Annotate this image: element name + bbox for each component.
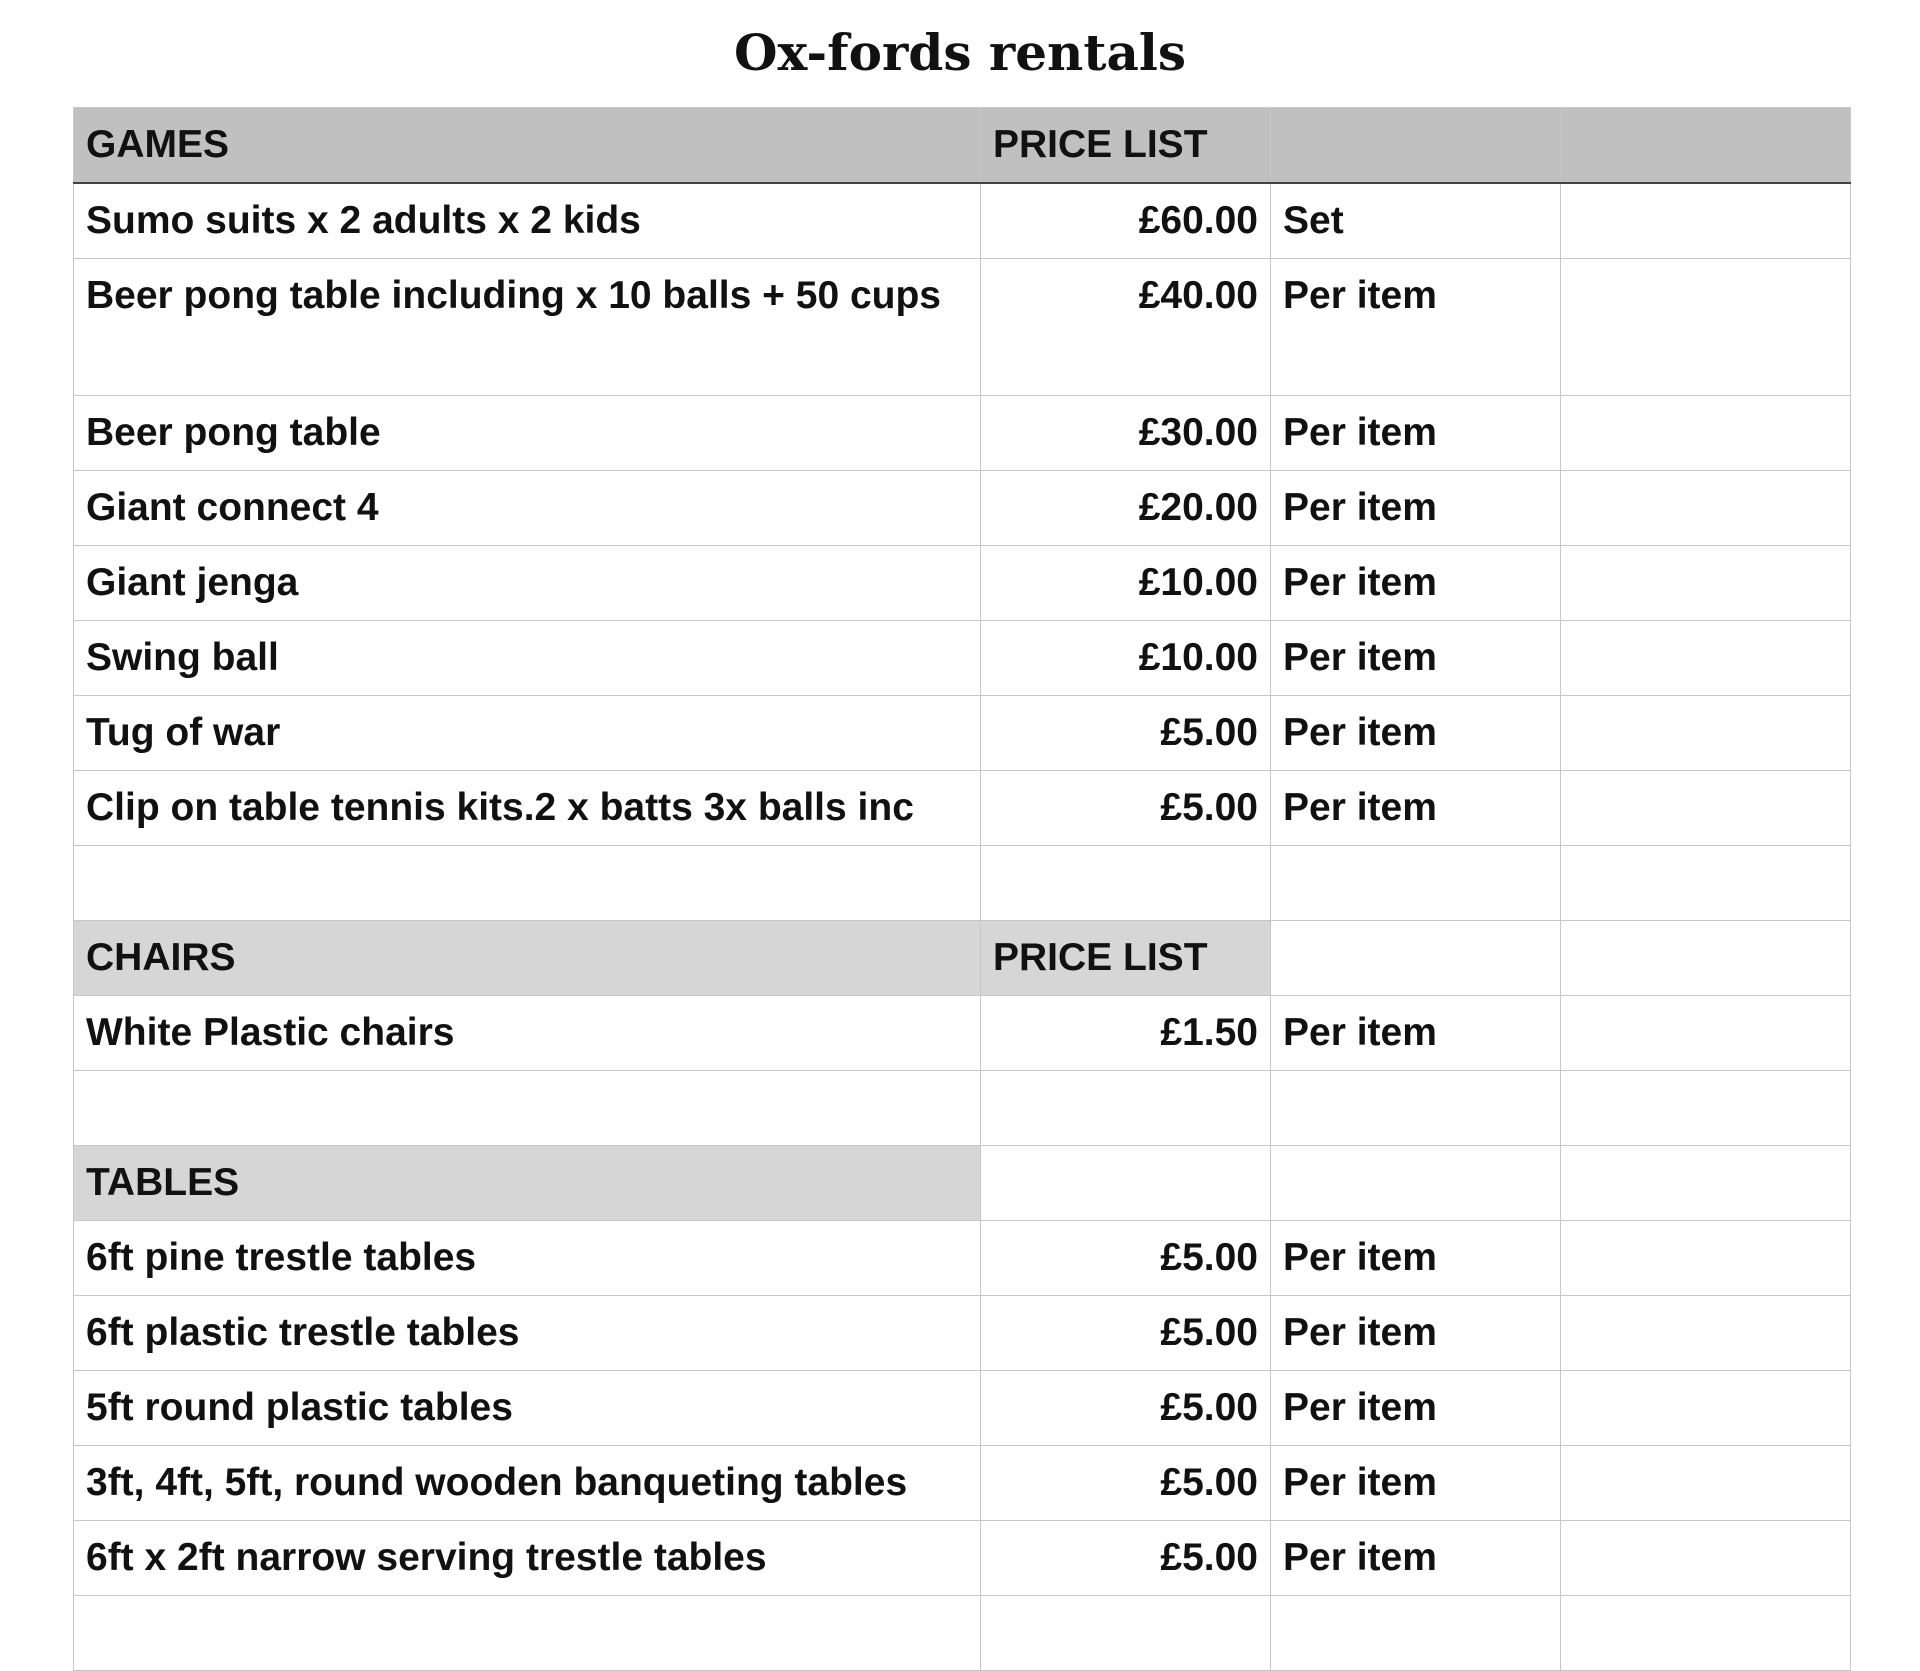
table-row	[74, 696, 1851, 771]
table-row	[74, 1521, 1851, 1596]
item-price-cell[interactable]: £5.00	[981, 1521, 1271, 1596]
blank-row	[74, 846, 1851, 921]
item-unit-cell[interactable]: Per item	[1271, 1446, 1561, 1521]
empty-cell[interactable]	[74, 1596, 981, 1671]
empty-cell[interactable]	[1561, 621, 1851, 696]
item-unit-cell[interactable]: Per item	[1271, 1521, 1561, 1596]
item-price-cell[interactable]: £30.00	[981, 396, 1271, 471]
item-unit-cell[interactable]: Per item	[1271, 996, 1561, 1071]
chairs-price-list-header-cell[interactable]: PRICE LIST	[981, 921, 1271, 996]
table-row	[74, 1221, 1851, 1296]
item-name-cell[interactable]: 6ft pine trestle tables	[74, 1221, 981, 1296]
empty-cell[interactable]	[1561, 1371, 1851, 1446]
empty-cell[interactable]	[1561, 771, 1851, 846]
tables-header-row	[74, 1146, 1851, 1221]
empty-cell[interactable]	[1561, 259, 1851, 396]
item-unit-cell[interactable]: Per item	[1271, 546, 1561, 621]
item-name-cell[interactable]: 5ft round plastic tables	[74, 1371, 981, 1446]
item-price-cell[interactable]: £40.00	[981, 259, 1271, 396]
games-header-row	[74, 108, 1851, 184]
item-unit-cell[interactable]: Set	[1271, 183, 1561, 259]
item-unit-cell[interactable]: Per item	[1271, 1296, 1561, 1371]
empty-cell[interactable]	[1561, 696, 1851, 771]
empty-cell[interactable]	[1561, 471, 1851, 546]
tables-header-cell[interactable]: TABLES	[74, 1146, 981, 1221]
item-price-cell[interactable]: £10.00	[981, 546, 1271, 621]
empty-cell[interactable]	[1561, 1596, 1851, 1671]
item-price-cell[interactable]: £5.00	[981, 696, 1271, 771]
empty-cell[interactable]	[1561, 846, 1851, 921]
table-row	[74, 621, 1851, 696]
blank-row	[74, 1071, 1851, 1146]
empty-cell[interactable]	[981, 1146, 1271, 1221]
item-price-cell[interactable]: £5.00	[981, 1371, 1271, 1446]
item-name-cell[interactable]: Clip on table tennis kits.2 x batts 3x balls inc	[74, 771, 981, 846]
empty-cell[interactable]	[1561, 1521, 1851, 1596]
table-row	[74, 396, 1851, 471]
empty-cell[interactable]	[981, 1071, 1271, 1146]
empty-cell[interactable]	[1561, 1071, 1851, 1146]
item-unit-cell[interactable]: Per item	[1271, 696, 1561, 771]
item-unit-cell[interactable]: Per item	[1271, 396, 1561, 471]
empty-cell[interactable]	[1561, 108, 1851, 184]
table-row	[74, 1371, 1851, 1446]
rental-price-table	[73, 107, 1851, 1671]
empty-cell[interactable]	[1271, 846, 1561, 921]
item-price-cell[interactable]: £5.00	[981, 1446, 1271, 1521]
item-price-cell[interactable]: £20.00	[981, 471, 1271, 546]
empty-cell[interactable]	[1271, 108, 1561, 184]
item-name-cell[interactable]: Swing ball	[74, 621, 981, 696]
item-unit-cell[interactable]: Per item	[1271, 771, 1561, 846]
item-price-cell[interactable]: £5.00	[981, 771, 1271, 846]
table-row	[74, 1296, 1851, 1371]
item-name-cell[interactable]: Sumo suits x 2 adults x 2 kids	[74, 183, 981, 259]
table-row	[74, 996, 1851, 1071]
empty-cell[interactable]	[1271, 1071, 1561, 1146]
item-price-cell[interactable]: £10.00	[981, 621, 1271, 696]
document-title: Ox-fords rentals	[733, 23, 1187, 82]
empty-cell[interactable]	[74, 1071, 981, 1146]
empty-cell[interactable]	[1271, 1146, 1561, 1221]
games-header-cell[interactable]: GAMES	[74, 108, 981, 184]
item-name-cell[interactable]: Beer pong table including x 10 balls + 50 cups	[74, 259, 981, 396]
empty-cell[interactable]	[1561, 1146, 1851, 1221]
empty-cell[interactable]	[1561, 921, 1851, 996]
empty-cell[interactable]	[1561, 1296, 1851, 1371]
empty-cell[interactable]	[1561, 1446, 1851, 1521]
item-unit-cell[interactable]: Per item	[1271, 621, 1561, 696]
item-name-cell[interactable]: Beer pong table	[74, 396, 981, 471]
item-name-cell[interactable]: Giant connect 4	[74, 471, 981, 546]
empty-cell[interactable]	[981, 846, 1271, 921]
item-price-cell[interactable]: £60.00	[981, 183, 1271, 259]
table-row	[74, 771, 1851, 846]
games-price-list-header-cell[interactable]: PRICE LIST	[981, 108, 1271, 184]
item-unit-cell[interactable]: Per item	[1271, 1371, 1561, 1446]
table-row	[74, 259, 1851, 396]
item-unit-cell[interactable]: Per item	[1271, 471, 1561, 546]
item-unit-cell[interactable]: Per item	[1271, 1221, 1561, 1296]
empty-cell[interactable]	[981, 1596, 1271, 1671]
chairs-header-cell[interactable]: CHAIRS	[74, 921, 981, 996]
item-price-cell[interactable]: £5.00	[981, 1296, 1271, 1371]
table-row	[74, 471, 1851, 546]
item-name-cell[interactable]: 3ft, 4ft, 5ft, round wooden banqueting tables	[74, 1446, 981, 1521]
empty-cell[interactable]	[1561, 546, 1851, 621]
table-row	[74, 1446, 1851, 1521]
empty-cell[interactable]	[1561, 183, 1851, 259]
item-name-cell[interactable]: 6ft plastic trestle tables	[74, 1296, 981, 1371]
item-price-cell[interactable]: £1.50	[981, 996, 1271, 1071]
chairs-header-row	[74, 921, 1851, 996]
item-unit-cell[interactable]: Per item	[1271, 259, 1561, 396]
empty-cell[interactable]	[1561, 1221, 1851, 1296]
empty-cell[interactable]	[1271, 1596, 1561, 1671]
item-name-cell[interactable]: Giant jenga	[74, 546, 981, 621]
item-name-cell[interactable]: 6ft x 2ft narrow serving trestle tables	[74, 1521, 981, 1596]
empty-cell[interactable]	[1271, 921, 1561, 996]
empty-cell[interactable]	[1561, 396, 1851, 471]
item-name-cell[interactable]: Tug of war	[74, 696, 981, 771]
blank-row	[74, 1596, 1851, 1671]
table-row	[74, 183, 1851, 259]
item-price-cell[interactable]: £5.00	[981, 1221, 1271, 1296]
table-row	[74, 546, 1851, 621]
item-name-cell[interactable]: White Plastic chairs	[74, 996, 981, 1071]
empty-cell[interactable]	[1561, 996, 1851, 1071]
empty-cell[interactable]	[74, 846, 981, 921]
